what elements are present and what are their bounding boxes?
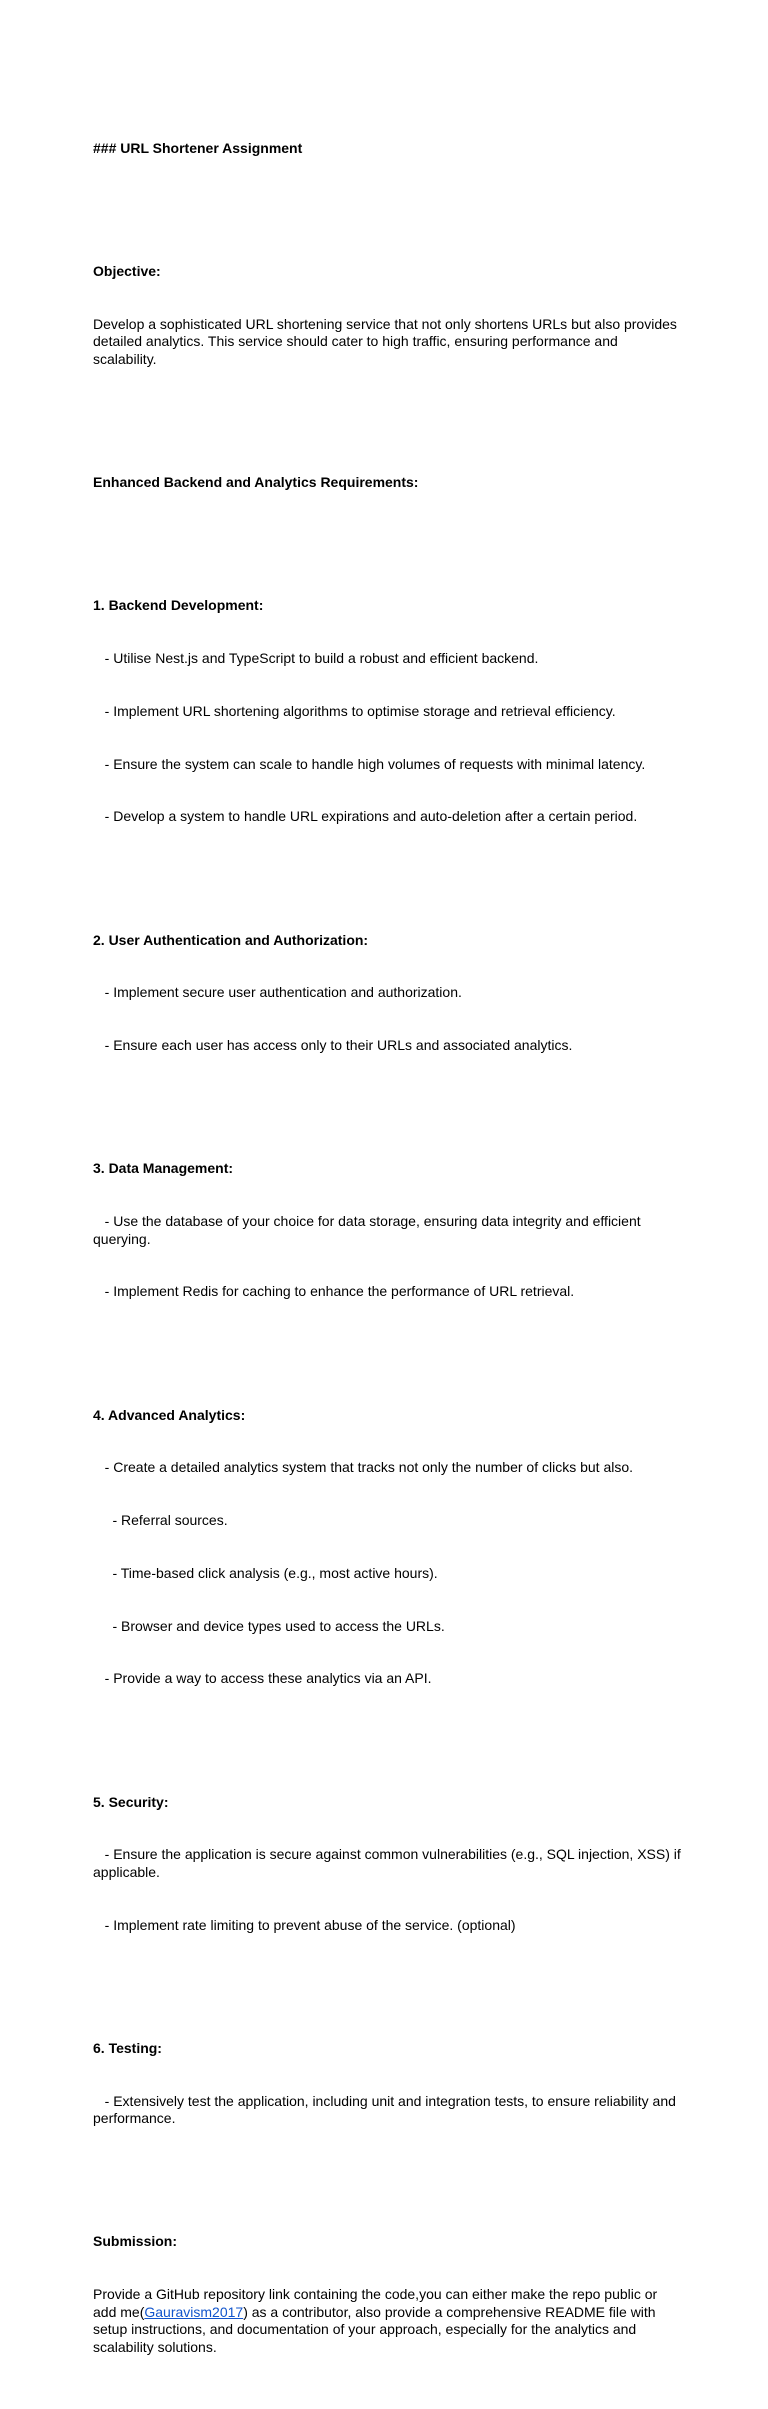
objective-heading: Objective: xyxy=(93,262,161,279)
section-data-heading: 3. Data Management: xyxy=(93,1160,234,1177)
spacer xyxy=(93,1090,683,1108)
list-item: - Utilise Nest.js and TypeScript to build a robust and efficient backend. xyxy=(93,650,539,666)
requirements-heading: Enhanced Backend and Analytics Requirements: xyxy=(93,474,419,491)
section-auth-heading: 2. User Authentication and Authorization: xyxy=(93,931,369,948)
spacer xyxy=(93,1970,683,1988)
list-item: - Ensure each user has access only to their URLs and associated analytics. xyxy=(93,1037,573,1054)
list-item: - Ensure the application is secure against common vulnerabilities (e.g., SQL injection, XSS) if applicable. xyxy=(93,1846,685,1880)
submission-text-before-link: Provide a GitHub repository link containing the code,you can either make the repo public or add me( xyxy=(93,2286,662,2320)
section-backend-heading: 1. Backend Development: xyxy=(93,597,264,614)
document-body xyxy=(93,87,683,2409)
list-item: - Implement rate limiting to prevent abuse of the service. (optional) xyxy=(93,1916,516,1933)
list-item: - Provide a way to access these analytics via an API. xyxy=(93,1670,432,1687)
list-item: - Implement Redis for caching to enhance the performance of URL retrieval. xyxy=(93,1283,575,1300)
section-testing-heading: 6. Testing: xyxy=(93,2039,162,2056)
list-item: - Time-based click analysis (e.g., most active hours). xyxy=(93,1564,438,1581)
list-item: - Develop a system to handle URL expirations and auto-deletion after a certain period. xyxy=(93,808,638,825)
submission-text-after-link: ) as a contributor, also provide a comprehensive README file with setup instructions, and documentation of your approach, especially for the analytics and scalability solutions. xyxy=(93,2303,660,2355)
submission-heading: Submission: xyxy=(93,2233,178,2250)
github-user-link[interactable]: Gauravism2017 xyxy=(144,2303,244,2320)
spacer xyxy=(93,1723,683,1741)
list-item: - Create a detailed analytics system that tracks not only the number of clicks but also. xyxy=(93,1459,634,1476)
list-item: - Referral sources. xyxy=(93,1512,228,1529)
list-item: - Implement URL shortening algorithms to optimise storage and retrieval efficiency. xyxy=(93,702,616,719)
list-item: - Ensure the system can scale to handle high volumes of requests with minimal latency. xyxy=(93,755,646,772)
spacer xyxy=(93,527,683,545)
spacer xyxy=(93,2163,683,2181)
document-title: ### URL Shortener Assignment xyxy=(93,139,303,156)
list-item: - Extensively test the application, including unit and integration tests, to ensure reliability and performance. xyxy=(93,2092,680,2127)
objective-text: Develop a sophisticated URL shortening service that not only shortens URLs but also provides detailed analytics. This service should cater to high traffic, ensuring performance and scalability. xyxy=(93,315,681,367)
list-item: - Use the database of your choice for data storage, ensuring data integrity and efficient querying. xyxy=(93,1213,645,1247)
spacer xyxy=(93,193,683,211)
list-item: - Implement secure user authentication and authorization. xyxy=(93,984,462,1001)
section-analytics-heading: 4. Advanced Analytics: xyxy=(93,1406,246,1423)
spacer xyxy=(93,1336,683,1354)
spacer xyxy=(93,404,683,422)
submission-text xyxy=(93,2286,683,2356)
list-item: - Browser and device types used to access the URLs. xyxy=(93,1617,445,1634)
section-security-heading: 5. Security: xyxy=(93,1793,169,1810)
spacer xyxy=(93,861,683,879)
